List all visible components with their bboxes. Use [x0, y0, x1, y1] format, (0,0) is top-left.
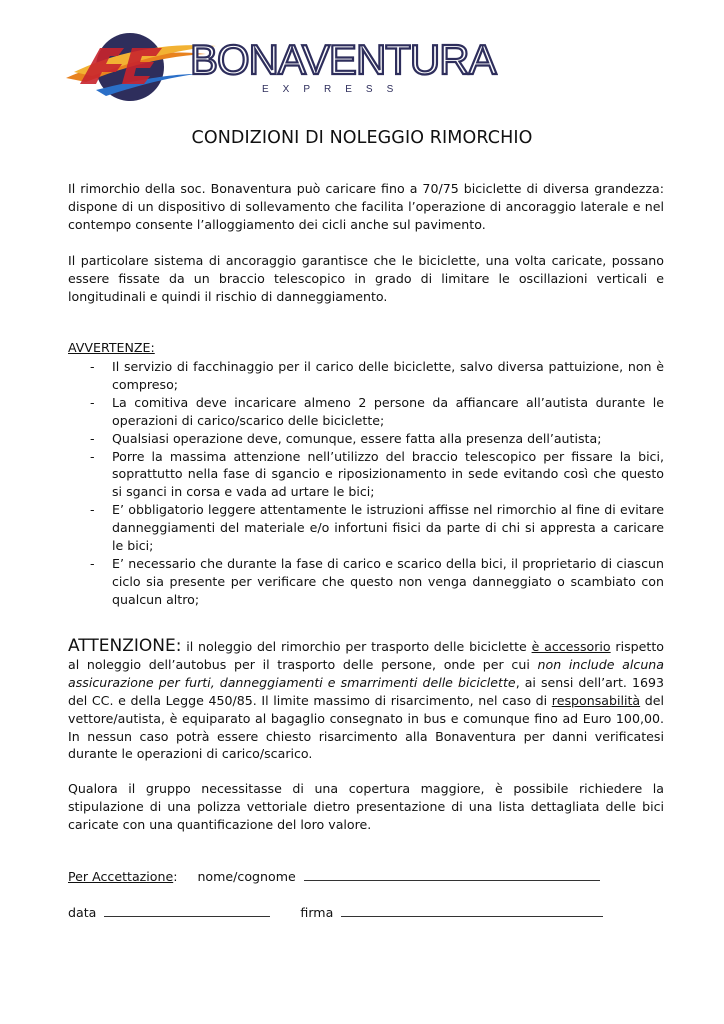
- acceptance-label: Per Accettazione: [68, 869, 174, 884]
- list-item: - E’ obbligatorio leggere attentamente le istruzioni affisse nel rimorchio al fine di evitare danneggiamenti del materiale e/o infortuni fisici da parte di chi si appresta a caricare le bici;: [90, 502, 664, 554]
- list-item: - E’ necessario che durante la fase di carico e scarico della bici, il proprietario di ciascun ciclo sia presente per verificare che questo non venga danneggiato o scambiato con qualcun altro;: [90, 555, 664, 607]
- name-field[interactable]: [304, 868, 600, 881]
- list-item: - Il servizio di facchinaggio per il carico delle biciclette, salvo diversa pattuizione, non è compreso;: [90, 359, 664, 392]
- list-item: - La comitiva deve incaricare almeno 2 persone da affiancare all’autista durante le operazioni di carico/scarico delle biciclette;: [90, 394, 664, 428]
- list-item: - Qualsiasi operazione deve, comunque, essere fatta alla presenza dell’autista;: [90, 430, 602, 446]
- page-title: CONDIZIONI DI NOLEGGIO RIMORCHIO: [191, 128, 533, 148]
- warning-text: Porre la massima attenzione nell’utilizzo del braccio telescopico per fissare la bici, soprattutto nella fase di sgancio e riposizionamento in sede evitando così che questo si sganci in corsa e vada ad urtare le bici;: [112, 448, 664, 500]
- attention-accessory: è accessorio: [531, 639, 611, 654]
- acceptance-row: [68, 868, 600, 884]
- logo-graphic: [66, 30, 498, 104]
- attention-insurance-note: non include alcuna assicurazione per furti, danneggiamenti e smarrimenti delle biciclette: [68, 656, 665, 690]
- attention-text-2: rispetto al noleggio dell’autobus per il trasporto delle persone, onde per cui: [68, 639, 664, 672]
- coverage-paragraph: Qualora il gruppo necessitasse di una copertura maggiore, è possibile richiedere la stipulazione di una polizza vettoriale dietro presentazione di una lista dettagliata delle bici caricate con una quantificazione del loro valore.: [68, 781, 664, 832]
- warning-text: Il servizio di facchinaggio per il carico delle biciclette, salvo diversa pattuizione, non è compreso;: [112, 359, 664, 392]
- date-field[interactable]: [104, 904, 270, 917]
- signature-label: firma: [300, 905, 334, 920]
- date-signature-row: [68, 904, 603, 920]
- attention-text-3: , ai sensi dell’art. 1693 del CC. e della Legge 450/85. Il limite massimo di risarcimento, nel caso di: [68, 674, 664, 708]
- intro-paragraph-1: Il rimorchio della soc. Bonaventura può caricare fino a 70/75 biciclette di diversa grandezza: dispone di un dispositivo di sollevamento che facilita l’operazione di ancoraggio laterale e nel contempo consente l’alloggiamento dei cicli anche sul pavimento.: [68, 181, 664, 232]
- attention-paragraph: [68, 638, 664, 763]
- warning-text: La comitiva deve incaricare almeno 2 persone da affiancare all’autista durante le operazioni di carico/scarico delle biciclette;: [112, 394, 664, 428]
- attention-responsibility: responsabilità: [551, 692, 641, 708]
- warnings-list: [90, 358, 664, 609]
- warning-text: Qualsiasi operazione deve, comunque, essere fatta alla presenza dell’autista;: [112, 430, 602, 446]
- acceptance-colon: :: [173, 869, 178, 884]
- date-label: data: [68, 905, 97, 920]
- warning-text: E’ obbligatorio leggere attentamente le istruzioni affisse nel rimorchio al fine di evitare danneggiamenti del materiale e/o infortuni fisici da parte di chi si appresta a caricare le bici;: [112, 502, 664, 554]
- logo-sub-text: EXPRESS: [262, 84, 408, 95]
- intro-paragraph-2: Il particolare sistema di ancoraggio garantisce che le biciclette, una volta caricate, possano essere fissate da un braccio telescopico in grado di limitare le oscillazioni verticali e longitudinali e quindi il rischio di danneggiamento.: [68, 253, 664, 304]
- company-logo: [66, 30, 498, 104]
- logo-brand-text: BONAVENTURA: [190, 36, 496, 83]
- name-label: nome/cognome: [197, 869, 296, 884]
- signature-field[interactable]: [341, 904, 603, 917]
- attention-label: ATTENZIONE:: [68, 636, 182, 656]
- attention-text-4: del vettore/autista, è equiparato al bagaglio consegnato in bus e comunque fino ad Euro 100,00. In nessun caso potrà essere chiesto risarcimento alla Bonaventura per danni verificatesi durante le operazioni di carico/scarico.: [68, 692, 664, 762]
- attention-text-1: il noleggio del rimorchio per trasporto delle biciclette: [181, 639, 532, 654]
- list-item: - Porre la massima attenzione nell’utilizzo del braccio telescopico per fissare la bici, soprattutto nella fase di sgancio e riposizionamento in sede evitando così che questo si sganci in corsa e vada ad urtare le bici;: [90, 448, 664, 500]
- warnings-heading: AVVERTENZE:: [68, 340, 155, 355]
- warning-text: E’ necessario che durante la fase di carico e scarico della bici, il proprietario di ciascun ciclo sia presente per verificare che questo non venga danneggiato o scambiato con qualcun altro;: [112, 555, 664, 607]
